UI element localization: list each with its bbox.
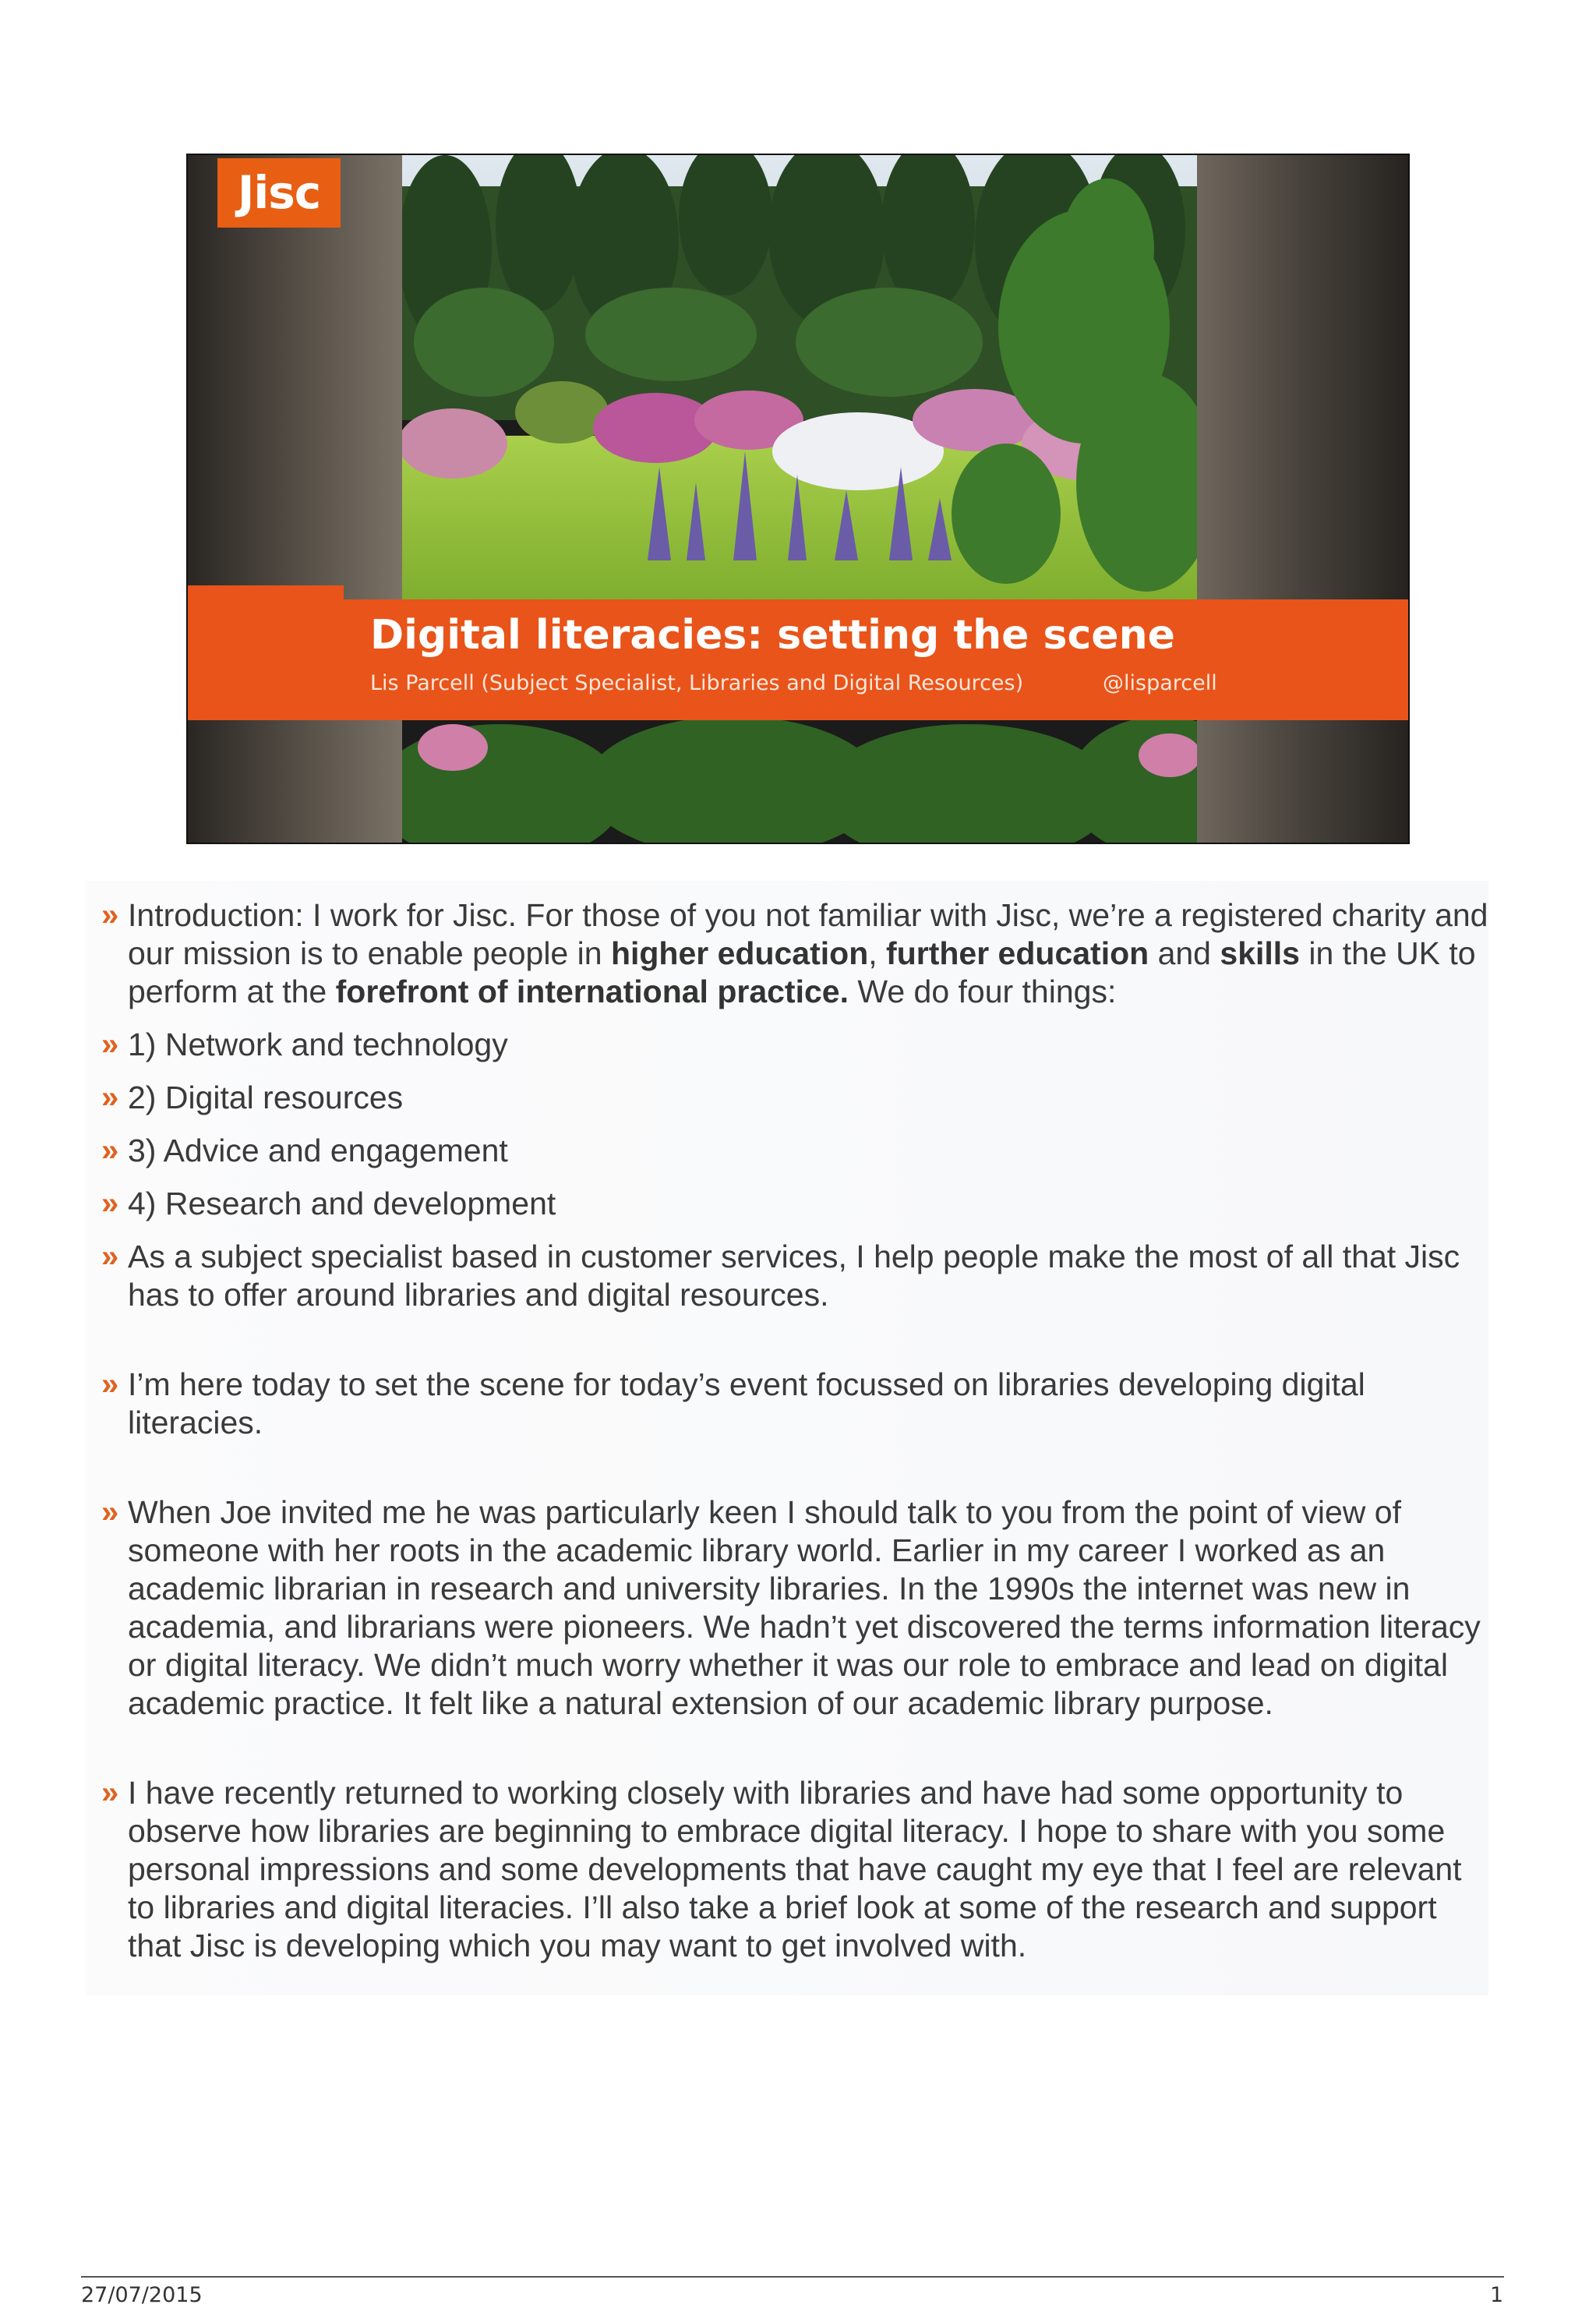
- bold-text: higher education: [610, 935, 869, 971]
- note-text: and: [1149, 935, 1220, 971]
- note-text: We do four things:: [848, 974, 1117, 1009]
- note-recent: [86, 1774, 1488, 1965]
- bullet-chevron-icon: »: [101, 1027, 119, 1062]
- bullet-chevron-icon: »: [101, 1495, 119, 1529]
- garden-photo: [188, 155, 1408, 843]
- bullet-chevron-icon: »: [101, 1133, 119, 1168]
- note-text: 3) Advice and engagement: [128, 1133, 508, 1168]
- note-item-1: [86, 1026, 1488, 1064]
- note-today: [86, 1366, 1488, 1442]
- slide-title: Digital literacies: setting the scene: [370, 612, 1175, 659]
- bold-text: skills: [1220, 935, 1300, 971]
- note-text: 4) Research and development: [128, 1186, 556, 1221]
- note-text: I have recently returned to working closely with libraries and have had some opportunity to observe how libraries are beginning to embrace digital literacy. I hope to share with you some personal impressions and some developments that have caught my eye that I feel are relevant to libraries and digital literacies. I’ll also take a brief look at some of the research and support that Jisc is developing which you may want to get involved with.: [128, 1775, 1462, 1963]
- footer-date: 27/07/2015: [81, 2283, 203, 2307]
- note-text: As a subject specialist based in customer services, I help people make the most of all that Jisc has to offer around libraries and digital resources.: [128, 1239, 1460, 1313]
- bullet-chevron-icon: »: [101, 1080, 119, 1115]
- note-text: ,: [868, 935, 887, 971]
- page-number: 1: [1490, 2283, 1504, 2307]
- bullet-chevron-icon: »: [101, 1186, 119, 1221]
- bold-text: further education: [886, 935, 1149, 971]
- bullet-chevron-icon: »: [101, 1239, 119, 1274]
- note-specialist: [86, 1238, 1488, 1314]
- footer-divider: [81, 2276, 1504, 2278]
- note-text: in the UK to perform at the: [128, 935, 1476, 1009]
- slide-subtitle: Lis Parcell (Subject Specialist, Libraries and Digital Resources): [370, 671, 1024, 695]
- note-joe: [86, 1493, 1488, 1723]
- bullet-chevron-icon: »: [101, 1776, 119, 1810]
- note-text: 1) Network and technology: [128, 1027, 508, 1062]
- note-item-4: [86, 1185, 1488, 1223]
- note-item-3: [86, 1132, 1488, 1170]
- note-text: I’m here today to set the scene for today’s event focussed on libraries developing digital literacies.: [128, 1366, 1365, 1440]
- bold-text: forefront of international practice.: [335, 974, 849, 1009]
- note-text: Introduction: I work for Jisc. For those of you not familiar with Jisc, we’re a registered charity and our mission is to enable people in: [128, 897, 1488, 971]
- slide-thumbnail: [186, 154, 1410, 844]
- speaker-notes: [86, 881, 1488, 1995]
- bullet-chevron-icon: »: [101, 1367, 119, 1401]
- note-text: When Joe invited me he was particularly keen I should talk to you from the point of view of someone with her roots in the academic library world. Earlier in my career I worked as an academic librarian in research and university libraries. In the 1990s the internet was new in academia, and librarians were pioneers. We hadn’t yet discovered the terms information literacy or digital literacy. We didn’t much worry whether it was our role to embrace and lead on digital academic practice. It felt like a natural extension of our academic library purpose.: [128, 1494, 1481, 1721]
- note-text: 2) Digital resources: [128, 1080, 404, 1115]
- note-item-2: [86, 1079, 1488, 1117]
- bullet-chevron-icon: »: [101, 898, 119, 932]
- jisc-logo: Jisc: [217, 158, 341, 228]
- note-intro: [86, 896, 1488, 1011]
- twitter-handle: @lisparcell: [1103, 671, 1217, 695]
